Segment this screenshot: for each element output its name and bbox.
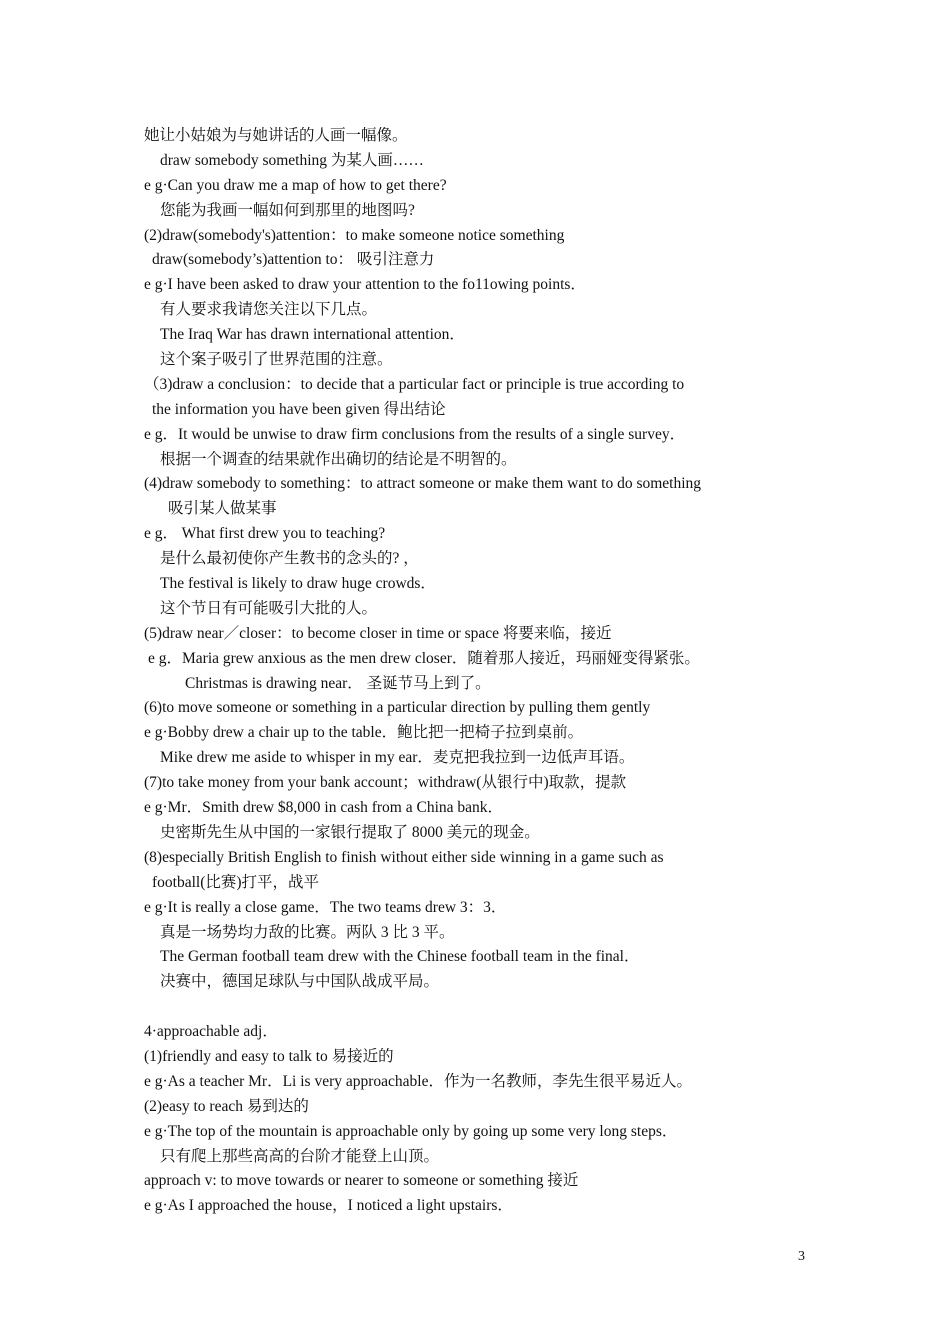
text-line: 是什么最初使你产生教书的念头的? ， bbox=[160, 550, 419, 568]
text-line: e g·It is really a close game．The two teams drew 3：3． bbox=[144, 898, 507, 916]
text-line: draw somebody something 为某人画…… bbox=[160, 151, 424, 169]
text-line: (8)especially British English to finish without either side winning in a game such as bbox=[144, 848, 664, 866]
text-line: (2)easy to reach 易到达的 bbox=[144, 1097, 309, 1115]
text-line: 有人要求我请您关注以下几点。 bbox=[160, 301, 378, 319]
text-line: 根据一个调查的结果就作出确切的结论是不明智的。 bbox=[160, 450, 517, 468]
text-line: e g·The top of the mountain is approachable only by going up some very long steps． bbox=[144, 1122, 678, 1140]
text-line: 只有爬上那些高高的台阶才能登上山顶。 bbox=[160, 1147, 440, 1165]
text-line: football(比赛)打平，战平 bbox=[152, 873, 320, 891]
page-number: 3 bbox=[798, 1249, 805, 1264]
text-line: e g·As I approached the house，I noticed a light upstairs． bbox=[144, 1197, 513, 1215]
text-line: e g． What first drew you to teaching? bbox=[144, 525, 386, 543]
text-line: 决赛中，德国足球队与中国队战成平局。 bbox=[160, 973, 440, 991]
text-line: Mike drew me aside to whisper in my ear．麦克把我拉到一边低声耳语。 bbox=[160, 749, 635, 767]
text-line: 真是一场势均力敌的比赛。两队 3 比 3 平。 bbox=[160, 923, 455, 941]
text-line: (5)draw near／closer：to become closer in time or space 将要来临，接近 bbox=[144, 624, 612, 642]
text-line: e g·Bobby drew a chair up to the table．鲍比把一把椅子拉到桌前。 bbox=[144, 724, 584, 742]
text-line: 她让小姑娘为与她讲话的人画一幅像。 bbox=[144, 127, 408, 144]
blank-line bbox=[144, 995, 844, 1020]
text-line: The German football team drew with the Chinese football team in the final． bbox=[160, 948, 640, 966]
text-line: e g·As a teacher Mr．Li is very approachable．作为一名教师，李先生很平易近人。 bbox=[144, 1072, 692, 1090]
text-line: (2)draw(somebody's)attention：to make someone notice something bbox=[144, 226, 565, 244]
page-body bbox=[144, 124, 844, 1219]
text-line: e g·Can you draw me a map of how to get there? bbox=[144, 176, 447, 194]
text-line: (6)to move someone or something in a particular direction by pulling them gently bbox=[144, 699, 651, 717]
text-line: (7)to take money from your bank account；withdraw(从银行中)取款，提款 bbox=[144, 774, 627, 792]
text-line: e g·Mr．Smith drew $8,000 in cash from a China bank． bbox=[144, 799, 504, 817]
text-line: 这个案子吸引了世界范围的注意。 bbox=[160, 351, 393, 369]
text-line: 这个节日有可能吸引大批的人。 bbox=[160, 599, 378, 617]
text-line: （3)draw a conclusion：to decide that a particular fact or principle is true according to bbox=[144, 375, 685, 393]
text-line: the information you have been given 得出结论 bbox=[152, 400, 446, 418]
text-line: (1)friendly and easy to talk to 易接近的 bbox=[144, 1047, 394, 1065]
text-line: 4·approachable adj． bbox=[144, 1023, 278, 1041]
text-line: 史密斯先生从中国的一家银行提取了 8000 美元的现金。 bbox=[160, 823, 540, 841]
text-line: e g．Maria grew anxious as the men drew closer．随着那人接近，玛丽娅变得紧张。 bbox=[148, 649, 700, 667]
text-line: (4)draw somebody to something：to attract someone or make them want to do something bbox=[144, 475, 702, 493]
text-line: 吸引某人做某事 bbox=[168, 500, 277, 518]
text-line: e g·I have been asked to draw your attention to the fo11owing points． bbox=[144, 276, 586, 294]
text-line: e g．It would be unwise to draw firm conclusions from the results of a single survey． bbox=[144, 425, 686, 443]
text-line: The Iraq War has drawn international attention． bbox=[160, 326, 465, 344]
text-line: The festival is likely to draw huge crowds． bbox=[160, 575, 436, 593]
text-line: draw(somebody’s)attention to： 吸引注意力 bbox=[152, 251, 435, 269]
text-line: approach v: to move towards or nearer to someone or something 接近 bbox=[144, 1172, 579, 1190]
text-line: 您能为我画一幅如何到那里的地图吗? bbox=[160, 201, 415, 219]
text-line: Christmas is drawing near． 圣诞节马上到了。 bbox=[185, 674, 491, 692]
